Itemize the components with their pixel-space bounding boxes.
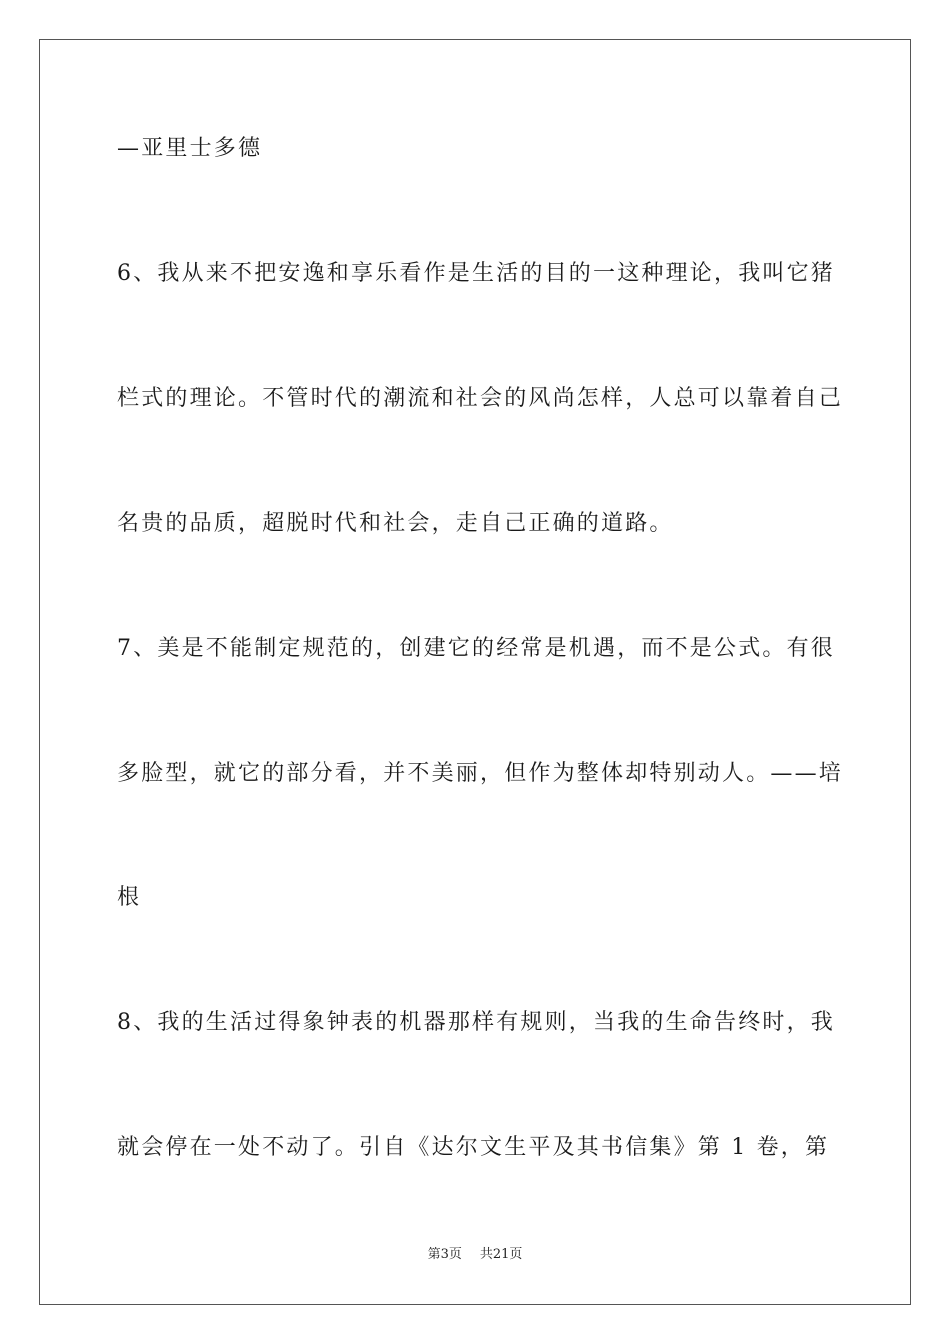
text-line-quote-7-part-3: 根 [117,885,142,910]
text-line-attribution-aristotle: —亚里士多德 [117,136,263,161]
text-line-quote-8-part-1: 8、我的生活过得象钟表的机器那样有规则，当我的生命告终时，我 [117,1010,835,1035]
text-line-quote-6-part-1: 6、我从来不把安逸和享乐看作是生活的目的一这种理论，我叫它猪 [117,261,835,286]
page-number-current: 第3页 [427,1247,462,1262]
page-number-total: 共21页 [479,1247,523,1262]
text-line-quote-7-part-1: 7、美是不能制定规范的，创建它的经常是机遇，而不是公式。有很 [117,636,835,661]
page-footer [0,1246,950,1264]
text-line-quote-6-part-2: 栏式的理论。不管时代的潮流和社会的风尚怎样，人总可以靠着自己 [117,386,844,411]
text-line-quote-6-part-3: 名贵的品质，超脱时代和社会，走自己正确的道路。 [117,511,674,536]
text-line-quote-8-part-2: 就会停在一处不动了。引自《达尔文生平及其书信集》第 1 卷，第 [117,1135,830,1160]
text-line-quote-7-part-2: 多脸型，就它的部分看，并不美丽，但作为整体却特别动人。——培 [117,761,844,786]
page-border [39,39,911,1305]
